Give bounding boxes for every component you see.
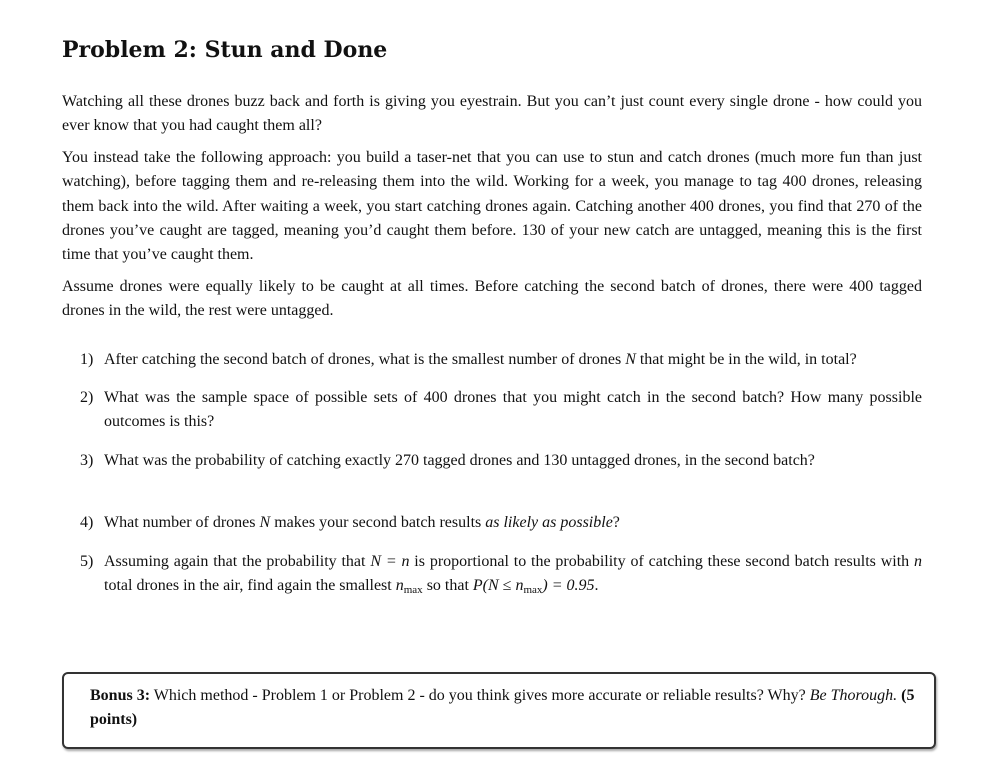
intro-paragraph: Watching all these drones buzz back and forth is giving you eyestrain. But you can’t just count every single drone - how could you ever know that you had caught them all?	[62, 93, 922, 135]
question-text: that might be in the wild, in total?	[635, 350, 857, 368]
question-number: 1)	[80, 350, 94, 368]
question-5	[62, 550, 922, 603]
math-variable: N	[625, 350, 636, 368]
question-4	[62, 511, 922, 535]
question-text: What number of drones	[104, 514, 260, 532]
math-variable: n	[395, 577, 404, 595]
document-body	[62, 34, 922, 603]
question-text: so that	[422, 577, 473, 595]
question-text: What was the sample space of possible sets of 400 drones that you might catch in the second batch? How many possible outcomes is this?	[104, 389, 922, 431]
question-text: What was the probability of catching exactly 270 tagged drones and 130 untagged drones, in the second batch?	[104, 451, 815, 469]
math-subscript: max	[523, 584, 543, 597]
question-1	[62, 348, 922, 372]
emphasis-text: as likely as possible	[485, 514, 613, 532]
question-text: Assuming again that the probability that	[104, 552, 371, 570]
math-expression: P(N ≤ n	[472, 577, 524, 595]
question-text: makes your second batch results	[270, 514, 486, 532]
bonus-box	[62, 672, 936, 749]
math-variable: n	[914, 552, 923, 570]
question-number: 4)	[80, 514, 94, 532]
question-text: total drones in the air, find again the smallest	[104, 577, 396, 595]
question-3	[62, 449, 922, 473]
bonus-points: (5 points)	[90, 687, 915, 729]
question-text: is proportional to the probability of catching these second batch results with	[409, 552, 915, 570]
bonus-label: Bonus 3:	[90, 687, 151, 704]
math-equation: N = n	[370, 552, 410, 570]
problem-title: Problem 2: Stun and Done	[62, 37, 388, 63]
question-text: .	[594, 577, 599, 595]
question-number: 2)	[80, 389, 94, 407]
question-number: 3)	[80, 451, 94, 469]
math-probability	[472, 577, 595, 597]
approach-paragraph: You instead take the following approach: you build a taser-net that you can use to stun and catch drones (much more fun than just watching), before tagging them and re-releasing them into the wild. Working for a week, you manage to tag 400 drones, releasing them back into the wild. After waiting a week, you start catching drones again. Catching another 400 drones, you find that 270 of the drones you’ve caught are tagged, meaning you’d caught them before. 130 of your new catch are untagged, meaning this is the first time that you’ve caught them.	[62, 148, 922, 264]
assumption-paragraph: Assume drones were equally likely to be caught at all times. Before catching the second batch of drones, there were 400 tagged drones in the wild, the rest were untagged.	[62, 277, 922, 320]
question-text: After catching the second batch of drones, what is the smallest number of drones	[104, 350, 626, 368]
bonus-emphasis: Be Thorough.	[809, 687, 898, 704]
math-expression: ) = 0.95	[542, 577, 595, 595]
question-text: ?	[612, 514, 620, 532]
math-nmax	[395, 577, 423, 597]
math-subscript: max	[403, 584, 423, 597]
question-number: 5)	[80, 552, 94, 570]
question-list	[62, 348, 922, 603]
bonus-text: Which method - Problem 1 or Problem 2 - do you think gives more accurate or reliable results? Why?	[150, 687, 810, 704]
question-2	[62, 386, 922, 435]
math-variable: N	[259, 514, 271, 532]
